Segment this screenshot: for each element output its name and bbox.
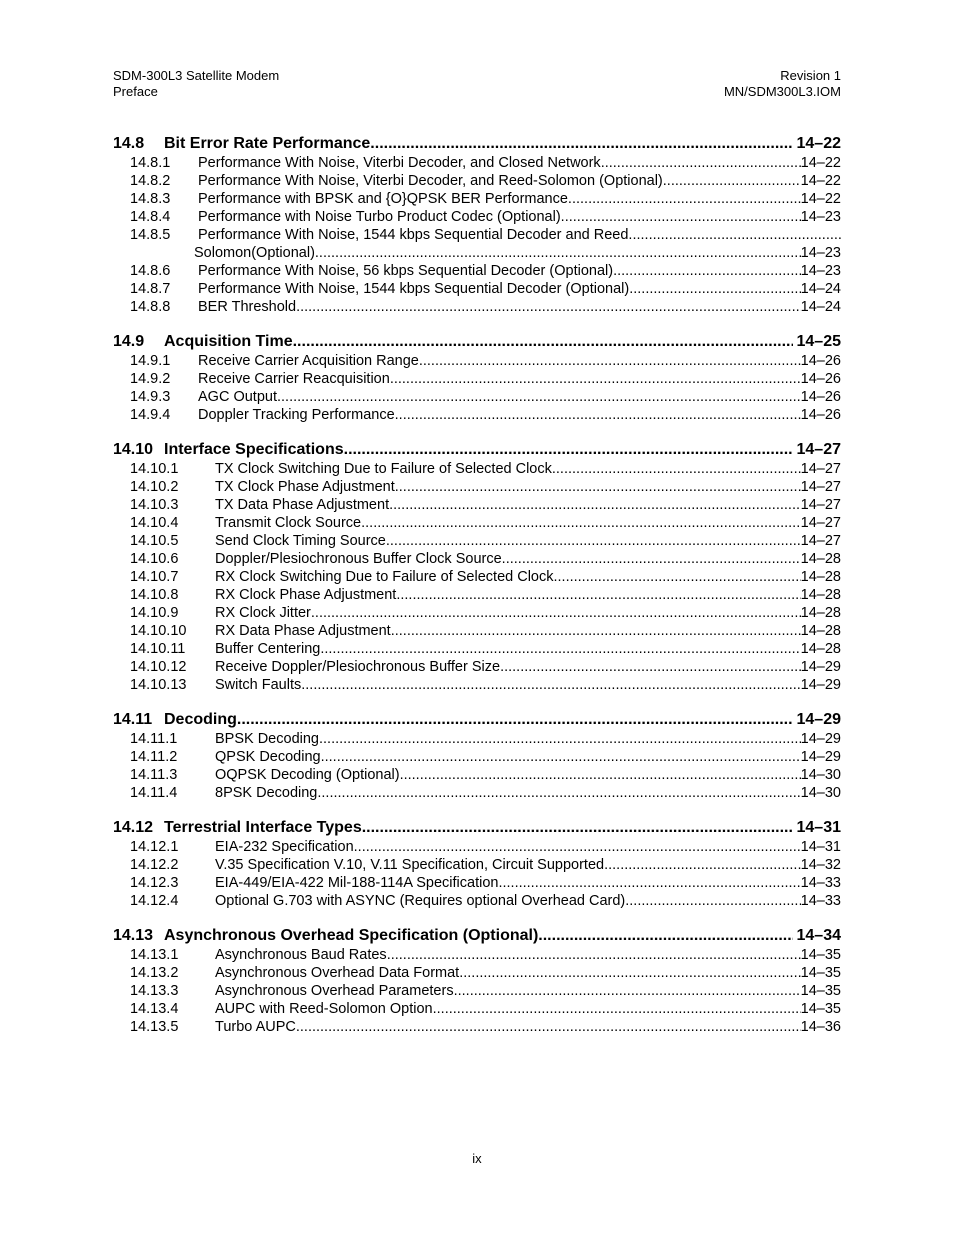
subsection-title: Asynchronous Baud Rates bbox=[215, 947, 387, 963]
subsection-title: Receive Doppler/Plesiochronous Buffer Size bbox=[215, 659, 501, 675]
subsection-title: Doppler Tracking Performance bbox=[198, 407, 395, 423]
toc-subsection-entry[interactable] bbox=[113, 190, 841, 208]
dot-leader bbox=[389, 496, 801, 514]
subsection-number: 14.13.1 bbox=[130, 947, 179, 963]
subsection-page: 14–22 bbox=[800, 191, 841, 207]
subsection-number: 14.11.4 bbox=[130, 785, 178, 801]
dot-leader bbox=[538, 926, 792, 946]
subsection-page: 14–23 bbox=[800, 209, 841, 225]
subsection-page: 14–35 bbox=[800, 1001, 841, 1017]
subsection-page: 14–26 bbox=[800, 389, 841, 405]
dot-leader bbox=[568, 190, 801, 208]
subsection-number: 14.13.4 bbox=[130, 1001, 179, 1017]
toc-subsection-entry[interactable] bbox=[113, 982, 841, 1000]
subsection-page: 14–27 bbox=[800, 515, 841, 531]
toc-subsection-entry[interactable] bbox=[113, 388, 841, 406]
dot-leader bbox=[433, 1000, 801, 1018]
subsection-page: 14–27 bbox=[800, 479, 841, 495]
subsection-number: 14.11.2 bbox=[130, 749, 178, 765]
toc-subsection-entry[interactable] bbox=[113, 1000, 841, 1018]
subsection-page: 14–26 bbox=[800, 407, 841, 423]
subsection-page: 14–30 bbox=[800, 785, 841, 801]
subsection-title: 8PSK Decoding bbox=[215, 785, 318, 801]
subsection-page: 14–29 bbox=[800, 677, 841, 693]
subsection-title: Receive Carrier Acquisition Range bbox=[198, 353, 419, 369]
dot-leader bbox=[344, 440, 793, 460]
dot-leader bbox=[370, 134, 792, 154]
subsection-title: Performance With Noise, Viterbi Decoder, and Reed-Solomon (Optional) bbox=[198, 173, 663, 189]
subsection-title: EIA-232 Specification bbox=[215, 839, 354, 855]
subsection-number: 14.10.6 bbox=[130, 551, 179, 567]
page-number: ix bbox=[472, 1151, 482, 1166]
subsection-page: 14–29 bbox=[800, 731, 841, 747]
subsection-page: 14–28 bbox=[800, 641, 841, 657]
subsection-number: 14.10.10 bbox=[130, 623, 187, 639]
subsection-title: Receive Carrier Reacquisition bbox=[198, 371, 390, 387]
section-number: 14.9 bbox=[113, 333, 145, 350]
subsection-page: 14–28 bbox=[800, 605, 841, 621]
section-page: 14–27 bbox=[796, 441, 841, 458]
toc-subsection-entry[interactable] bbox=[113, 226, 841, 244]
subsection-number: 14.10.4 bbox=[130, 515, 179, 531]
toc-subsection-entry[interactable] bbox=[113, 838, 841, 856]
dot-leader bbox=[663, 172, 801, 190]
section-number: 14.12 bbox=[113, 819, 154, 836]
section-page: 14–29 bbox=[796, 711, 841, 728]
header-right bbox=[724, 68, 841, 100]
toc-subsection-entry[interactable] bbox=[113, 550, 841, 568]
dot-leader bbox=[319, 730, 801, 748]
subsection-number: 14.10.9 bbox=[130, 605, 179, 621]
toc-section-entry[interactable] bbox=[113, 440, 841, 460]
subsection-number: 14.9.3 bbox=[130, 389, 171, 405]
subsection-title: QPSK Decoding bbox=[215, 749, 321, 765]
subsection-page: 14–35 bbox=[800, 983, 841, 999]
dot-leader bbox=[317, 784, 800, 802]
subsection-number: 14.10.3 bbox=[130, 497, 179, 513]
doc-number: MN/SDM300L3.IOM bbox=[723, 84, 841, 99]
subsection-page: 14–35 bbox=[800, 965, 841, 981]
toc-subsection-entry[interactable] bbox=[113, 730, 841, 748]
dot-leader bbox=[315, 244, 801, 262]
subsection-page: 14–28 bbox=[800, 551, 841, 567]
subsection-number: 14.8.6 bbox=[130, 263, 171, 279]
dot-leader bbox=[561, 208, 801, 226]
section-page: 14–25 bbox=[796, 333, 841, 350]
toc-subsection-entry[interactable] bbox=[113, 514, 841, 532]
subsection-title: RX Data Phase Adjustment bbox=[215, 623, 391, 639]
section-number: 14.8 bbox=[113, 135, 145, 152]
toc-subsection-entry[interactable] bbox=[113, 496, 841, 514]
subsection-title: Performance with Noise Turbo Product Codec (Optional) bbox=[198, 209, 561, 225]
toc-section bbox=[113, 710, 841, 802]
section-title: Asynchronous Overhead Specification (Optional) bbox=[164, 927, 539, 944]
dot-leader bbox=[553, 568, 800, 586]
dot-leader bbox=[320, 640, 800, 658]
toc-subsection-entry[interactable] bbox=[113, 370, 841, 388]
toc-subsection-entry[interactable] bbox=[113, 892, 841, 910]
toc-subsection-entry[interactable] bbox=[113, 154, 841, 172]
subsection-page: 14–31 bbox=[800, 839, 841, 855]
section-page: 14–34 bbox=[796, 927, 841, 944]
subsection-number: 14.8.4 bbox=[130, 209, 171, 225]
toc-subsection-entry[interactable] bbox=[113, 298, 841, 316]
dot-leader bbox=[625, 892, 800, 910]
section-title: Bit Error Rate Performance bbox=[164, 135, 371, 152]
subsection-page: 14–27 bbox=[800, 533, 841, 549]
subsection-number: 14.13.3 bbox=[130, 983, 179, 999]
section-number: 14.10 bbox=[113, 441, 154, 458]
subsection-number: 14.12.1 bbox=[130, 839, 179, 855]
dot-leader bbox=[395, 478, 801, 496]
subsection-title: Performance With Noise, Viterbi Decoder, and Closed Network bbox=[198, 155, 601, 171]
dot-leader bbox=[604, 856, 801, 874]
subsection-number: 14.10.13 bbox=[130, 677, 187, 693]
section-title: Interface Specifications bbox=[164, 441, 344, 458]
toc-section bbox=[113, 134, 841, 316]
dot-leader bbox=[387, 946, 801, 964]
subsection-page: 14–29 bbox=[800, 659, 841, 675]
subsection-page: 14–33 bbox=[800, 893, 841, 909]
subsection-number: 14.10.1 bbox=[130, 461, 179, 477]
dot-leader bbox=[498, 874, 800, 892]
dot-leader bbox=[396, 586, 800, 604]
dot-leader bbox=[459, 964, 800, 982]
subsection-page: 14–26 bbox=[800, 371, 841, 387]
subsection-number: 14.10.5 bbox=[130, 533, 179, 549]
subsection-number: 14.10.2 bbox=[130, 479, 179, 495]
subsection-page: 14–32 bbox=[800, 857, 841, 873]
dot-leader bbox=[311, 604, 801, 622]
subsection-title: Turbo AUPC bbox=[215, 1019, 296, 1035]
dot-leader bbox=[395, 406, 801, 424]
subsection-page: 14–33 bbox=[800, 875, 841, 891]
toc-section-entry[interactable] bbox=[113, 818, 841, 838]
toc-section bbox=[113, 818, 841, 910]
subsection-page: 14–28 bbox=[800, 587, 841, 603]
subsection-title: RX Clock Jitter bbox=[215, 605, 311, 621]
subsection-title: Doppler/Plesiochronous Buffer Clock Source bbox=[215, 551, 502, 567]
dot-leader bbox=[613, 262, 801, 280]
subsection-page: 14–28 bbox=[800, 569, 841, 585]
subsection-title: Optional G.703 with ASYNC (Requires optional Overhead Card) bbox=[215, 893, 626, 909]
doc-title: SDM-300L3 Satellite Modem bbox=[113, 68, 280, 83]
dot-leader bbox=[277, 388, 801, 406]
toc-section bbox=[113, 332, 841, 424]
toc-subsection-entry[interactable] bbox=[113, 748, 841, 766]
toc-subsection-entry[interactable] bbox=[113, 604, 841, 622]
dot-leader bbox=[502, 550, 801, 568]
dot-leader bbox=[301, 676, 800, 694]
subsection-title: BER Threshold bbox=[198, 299, 297, 315]
subsection-number: 14.9.2 bbox=[130, 371, 171, 387]
subsection-number: 14.10.11 bbox=[130, 641, 186, 657]
subsection-number: 14.8.7 bbox=[130, 281, 171, 297]
subsection-page: 14–24 bbox=[800, 299, 841, 315]
subsection-title: RX Clock Phase Adjustment bbox=[215, 587, 397, 603]
dot-leader bbox=[361, 514, 801, 532]
toc-subsection-entry[interactable] bbox=[113, 262, 841, 280]
subsection-page: 14–27 bbox=[800, 461, 841, 477]
subsection-number: 14.12.4 bbox=[130, 893, 179, 909]
toc-subsection-entry[interactable] bbox=[113, 352, 841, 370]
subsection-page: 14–28 bbox=[800, 623, 841, 639]
toc-subsection-entry[interactable] bbox=[113, 460, 841, 478]
subsection-title: AUPC with Reed-Solomon Option bbox=[215, 1001, 433, 1017]
subsection-title: Transmit Clock Source bbox=[215, 515, 362, 531]
subsection-number: 14.11.3 bbox=[130, 767, 178, 783]
subsection-number: 14.12.2 bbox=[130, 857, 179, 873]
toc-subsection-entry[interactable] bbox=[113, 532, 841, 550]
dot-leader bbox=[386, 532, 801, 550]
section-page: 14–22 bbox=[796, 135, 841, 152]
toc-subsection-entry[interactable] bbox=[113, 658, 841, 676]
section-title: Terrestrial Interface Types bbox=[164, 819, 362, 836]
table-of-contents bbox=[113, 134, 841, 1052]
toc-subsection-entry[interactable] bbox=[113, 640, 841, 658]
subsection-title: Switch Faults bbox=[215, 677, 302, 693]
toc-subsection-entry[interactable] bbox=[113, 280, 841, 298]
dot-leader bbox=[293, 332, 793, 352]
section-title: Decoding bbox=[164, 711, 237, 728]
subsection-number: 14.8.3 bbox=[130, 191, 171, 207]
dot-leader bbox=[419, 352, 801, 370]
doc-section: Preface bbox=[113, 84, 158, 99]
toc-section-entry[interactable] bbox=[113, 710, 841, 730]
section-page: 14–31 bbox=[796, 819, 841, 836]
subsection-page: 14–26 bbox=[800, 353, 841, 369]
toc-subsection-entry[interactable] bbox=[113, 766, 841, 784]
dot-leader bbox=[296, 298, 801, 316]
doc-revision: Revision 1 bbox=[780, 68, 841, 83]
subsection-title: AGC Output bbox=[198, 389, 277, 405]
toc-subsection-entry[interactable] bbox=[113, 964, 841, 982]
section-number: 14.13 bbox=[113, 927, 154, 944]
subsection-number: 14.9.1 bbox=[130, 353, 171, 369]
dot-leader bbox=[552, 460, 801, 478]
toc-subsection-entry[interactable] bbox=[113, 676, 841, 694]
toc-subsection-entry[interactable] bbox=[113, 478, 841, 496]
subsection-number: 14.11.1 bbox=[130, 731, 178, 747]
toc-subsection-entry[interactable] bbox=[113, 856, 841, 874]
dot-leader bbox=[321, 748, 801, 766]
subsection-page: 14–36 bbox=[800, 1019, 841, 1035]
subsection-title: EIA-449/EIA-422 Mil-188-114A Specification bbox=[215, 875, 499, 891]
dot-leader bbox=[629, 280, 800, 298]
subsection-number: 14.8.8 bbox=[130, 299, 171, 315]
subsection-title: TX Clock Phase Adjustment bbox=[215, 479, 395, 495]
toc-section-entry[interactable] bbox=[113, 332, 841, 352]
toc-subsection-entry[interactable] bbox=[113, 622, 841, 640]
subsection-page: 14–27 bbox=[800, 497, 841, 513]
dot-leader bbox=[500, 658, 801, 676]
toc-subsection-continuation[interactable] bbox=[113, 244, 841, 262]
subsection-page: 14–35 bbox=[800, 947, 841, 963]
toc-subsection-entry[interactable] bbox=[113, 568, 841, 586]
subsection-number: 14.8.5 bbox=[130, 227, 171, 243]
subsection-title: Asynchronous Overhead Data Format bbox=[215, 965, 460, 981]
subsection-page: 14–30 bbox=[800, 767, 841, 783]
subsection-page: 14–22 bbox=[800, 173, 841, 189]
subsection-title: Performance with BPSK and {O}QPSK BER Performance bbox=[198, 191, 568, 207]
toc-subsection-entry[interactable] bbox=[113, 586, 841, 604]
toc-section-entry[interactable] bbox=[113, 134, 841, 154]
toc-subsection-entry[interactable] bbox=[113, 208, 841, 226]
subsection-title: TX Data Phase Adjustment bbox=[215, 497, 390, 513]
subsection-title: Buffer Centering bbox=[215, 641, 321, 657]
toc-section bbox=[113, 440, 841, 694]
subsection-number: 14.9.4 bbox=[130, 407, 171, 423]
subsection-number: 14.10.7 bbox=[130, 569, 179, 585]
subsection-title: Asynchronous Overhead Parameters bbox=[215, 983, 454, 999]
subsection-page: 14–24 bbox=[800, 281, 841, 297]
dot-leader bbox=[237, 710, 793, 730]
subsection-page: 14–22 bbox=[800, 155, 841, 171]
section-title: Acquisition Time bbox=[164, 333, 293, 350]
dot-leader bbox=[296, 1018, 801, 1036]
subsection-number: 14.10.8 bbox=[130, 587, 179, 603]
section-number: 14.11 bbox=[113, 711, 153, 728]
subsection-title: TX Clock Switching Due to Failure of Selected Clock bbox=[215, 461, 552, 477]
subsection-number: 14.10.12 bbox=[130, 659, 187, 675]
dot-leader bbox=[601, 154, 801, 172]
toc-section-entry[interactable] bbox=[113, 926, 841, 946]
subsection-number: 14.8.2 bbox=[130, 173, 171, 189]
dot-leader bbox=[390, 370, 801, 388]
toc-subsection-entry[interactable] bbox=[113, 946, 841, 964]
dot-leader bbox=[362, 818, 793, 838]
subsection-page: 14–29 bbox=[800, 749, 841, 765]
dot-leader bbox=[391, 622, 801, 640]
dot-leader bbox=[628, 226, 841, 244]
toc-subsection-entry[interactable] bbox=[113, 406, 841, 424]
subsection-title: Performance With Noise, 1544 kbps Sequential Decoder (Optional) bbox=[198, 281, 630, 297]
subsection-title: Performance With Noise, 56 kbps Sequential Decoder (Optional) bbox=[198, 263, 614, 279]
toc-subsection-entry[interactable] bbox=[113, 874, 841, 892]
subsection-title: BPSK Decoding bbox=[215, 731, 319, 747]
subsection-title-continued: Solomon(Optional) bbox=[194, 245, 315, 261]
toc-section bbox=[113, 926, 841, 1036]
dot-leader bbox=[454, 982, 801, 1000]
subsection-number: 14.8.1 bbox=[130, 155, 171, 171]
toc-subsection-entry[interactable] bbox=[113, 1018, 841, 1036]
subsection-title: Performance With Noise, 1544 kbps Sequential Decoder and Reed bbox=[198, 227, 629, 243]
subsection-title: RX Clock Switching Due to Failure of Selected Clock bbox=[215, 569, 554, 585]
toc-subsection-entry[interactable] bbox=[113, 784, 841, 802]
subsection-title: V.35 Specification V.10, V.11 Specification, Circuit Supported bbox=[215, 857, 605, 873]
toc-subsection-entry[interactable] bbox=[113, 172, 841, 190]
subsection-title: Send Clock Timing Source bbox=[215, 533, 386, 549]
subsection-number: 14.13.2 bbox=[130, 965, 179, 981]
subsection-page: 14–23 bbox=[800, 245, 841, 261]
dot-leader bbox=[400, 766, 801, 784]
subsection-number: 14.13.5 bbox=[130, 1019, 179, 1035]
subsection-title: OQPSK Decoding (Optional) bbox=[215, 767, 400, 783]
header-left bbox=[113, 68, 279, 100]
subsection-page: 14–23 bbox=[800, 263, 841, 279]
dot-leader bbox=[354, 838, 801, 856]
subsection-number: 14.12.3 bbox=[130, 875, 179, 891]
